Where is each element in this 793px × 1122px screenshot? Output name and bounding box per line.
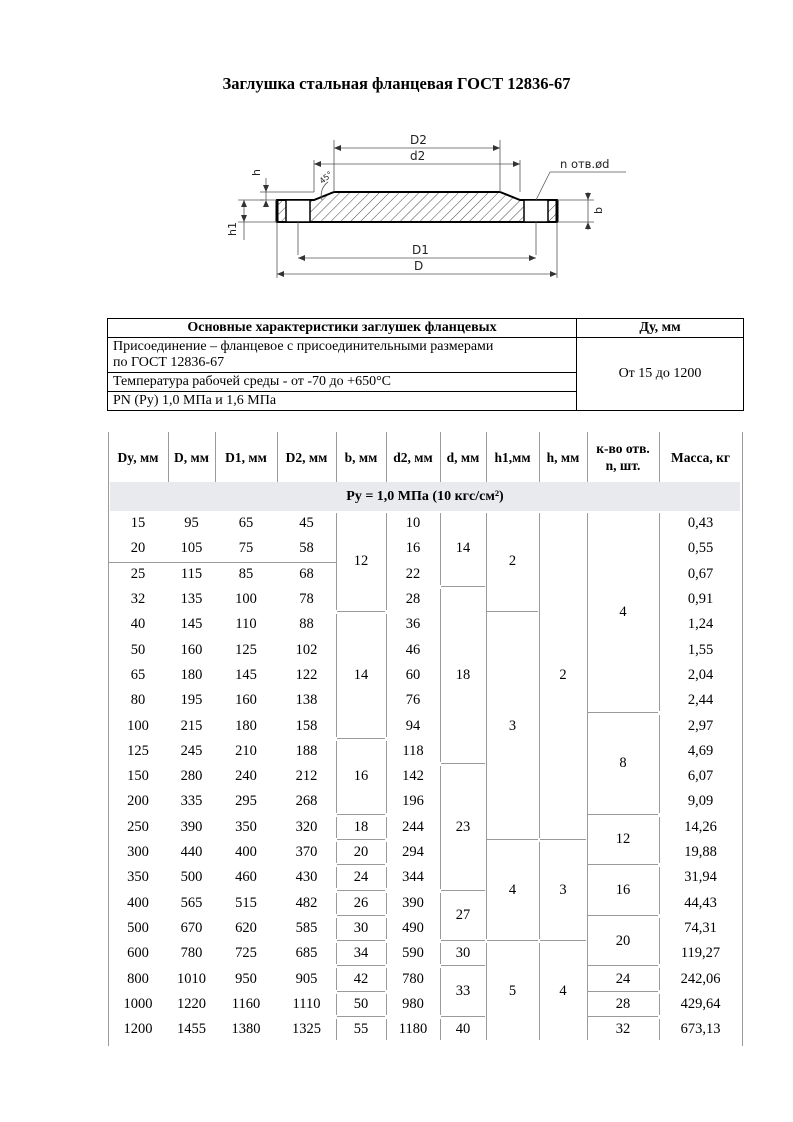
d-group-border xyxy=(440,943,441,964)
column-header-mass: Масса, кг xyxy=(670,449,731,465)
label-h: h xyxy=(250,169,263,176)
dy-cell: 600 xyxy=(127,945,149,962)
dy-cell: 65 xyxy=(130,666,146,683)
d-outer-cell: 195 xyxy=(180,692,203,709)
d2-inner-cell: 36 xyxy=(405,616,421,633)
n-group-border xyxy=(659,513,660,711)
page-title: Заглушка стальная фланцевая ГОСТ 12836-67 xyxy=(222,74,571,93)
dy-cell: 250 xyxy=(127,818,149,835)
n-group-border xyxy=(587,968,588,989)
b-group-border xyxy=(386,918,387,939)
b-group-cell: 24 xyxy=(353,869,369,886)
header-divider xyxy=(168,432,169,482)
dy-cell: 32 xyxy=(130,591,146,608)
d-outer-cell: 1010 xyxy=(177,970,206,987)
mass-cell: 1,55 xyxy=(687,641,714,658)
d2-outer-cell: 58 xyxy=(299,540,314,557)
column-header-d1: D1, мм xyxy=(225,449,267,465)
d-outer-cell: 565 xyxy=(180,894,203,911)
d2-inner-cell: 244 xyxy=(402,818,424,835)
header-divider xyxy=(277,432,278,482)
d1-cell: 125 xyxy=(235,641,257,658)
dy-cell: 1200 xyxy=(123,1021,153,1038)
n-group-border xyxy=(659,968,660,989)
h1-group-cell: 4 xyxy=(508,881,517,898)
d2-outer-cell: 45 xyxy=(299,515,314,532)
b-group-border xyxy=(386,614,387,737)
b-group-cell: 42 xyxy=(353,970,369,987)
b-group-cell: 16 xyxy=(353,768,369,785)
b-group-border xyxy=(336,994,337,1015)
d1-cell: 350 xyxy=(235,818,257,835)
d2-outer-cell: 320 xyxy=(295,818,318,835)
b-group-border xyxy=(336,943,337,964)
h1-group-border xyxy=(486,614,487,838)
d-group-border xyxy=(440,968,441,1015)
dy-cell: 40 xyxy=(130,616,146,633)
mass-cell: 429,64 xyxy=(680,995,721,1012)
d-group-cell: 27 xyxy=(455,907,471,924)
d2-outer-cell: 122 xyxy=(295,666,318,683)
b-group-border xyxy=(336,968,337,989)
n-group-border xyxy=(587,715,588,812)
d2-inner-cell: 590 xyxy=(402,945,424,962)
d2-inner-cell: 118 xyxy=(402,742,424,759)
d-outer-cell: 115 xyxy=(180,565,203,582)
mass-cell: 44,43 xyxy=(684,894,717,911)
n-group-cell: 28 xyxy=(615,995,631,1012)
h1-group-cell: 5 xyxy=(508,983,517,1000)
d-outer-cell: 280 xyxy=(180,768,203,785)
d1-cell: 295 xyxy=(235,793,257,810)
d1-cell: 240 xyxy=(235,768,257,785)
dy-cell: 800 xyxy=(127,970,149,987)
n-group-border xyxy=(659,918,660,965)
dy-cell: 1000 xyxy=(123,995,153,1012)
b-group-border xyxy=(336,893,337,914)
n-group-border xyxy=(659,715,660,812)
d2-inner-cell: 196 xyxy=(402,793,424,810)
flange-section xyxy=(277,192,557,222)
pressure-text: PN (Ру) 1,0 МПа и 1,6 МПа xyxy=(108,392,577,411)
b-group-border xyxy=(336,513,337,610)
d2-outer-cell: 68 xyxy=(299,565,314,582)
d1-cell: 85 xyxy=(238,565,254,582)
label-D: D xyxy=(414,259,424,273)
d2-inner-cell: 980 xyxy=(402,995,424,1012)
n-group-border xyxy=(659,994,660,1015)
mass-cell: 119,27 xyxy=(680,945,721,962)
d1-cell: 110 xyxy=(235,616,257,633)
d-outer-cell: 95 xyxy=(184,515,199,532)
b-group-cell: 14 xyxy=(353,666,369,683)
d-outer-cell: 390 xyxy=(180,818,203,835)
b-group-border xyxy=(386,893,387,914)
b-group-cell: 55 xyxy=(353,1021,369,1038)
d1-cell: 160 xyxy=(235,692,257,709)
h1-group-border xyxy=(486,842,487,939)
table-border xyxy=(742,432,743,1046)
b-group-border xyxy=(386,968,387,989)
d1-cell: 460 xyxy=(235,869,257,886)
d-outer-cell: 335 xyxy=(180,793,203,810)
d2-outer-cell: 905 xyxy=(295,970,318,987)
label-D1: D1 xyxy=(412,243,429,257)
d2-inner-cell: 60 xyxy=(405,666,421,683)
n-group-cell: 32 xyxy=(615,1021,631,1038)
dy-cell: 200 xyxy=(127,793,149,810)
b-group-cell: 12 xyxy=(353,553,369,570)
column-header-d2-outer: D2, мм xyxy=(285,449,328,465)
d-outer-cell: 1220 xyxy=(177,995,206,1012)
d1-cell: 620 xyxy=(235,919,257,936)
mass-cell: 2,44 xyxy=(687,692,714,709)
d-outer-cell: 180 xyxy=(180,666,203,683)
label-D2: D2 xyxy=(410,133,427,147)
temperature-text: Температура рабочей среды - от -70 до +650°С xyxy=(108,373,577,392)
pressure-band: Ру = 1,0 МПа (10 кгс/см²) xyxy=(110,482,740,511)
d-outer-cell: 245 xyxy=(180,742,203,759)
d2-inner-cell: 10 xyxy=(405,515,421,532)
b-group-border xyxy=(336,614,337,737)
mass-cell: 2,04 xyxy=(687,666,714,683)
d-outer-cell: 670 xyxy=(180,919,203,936)
d2-inner-cell: 390 xyxy=(402,894,424,911)
d2-inner-cell: 294 xyxy=(402,844,424,861)
bolt-hole-left xyxy=(286,200,310,222)
du-range: От 15 до 1200 xyxy=(577,338,744,411)
h-group-border xyxy=(539,943,540,1040)
dy-cell: 125 xyxy=(127,742,149,759)
d2-inner-cell: 76 xyxy=(405,692,421,709)
n-group-border xyxy=(659,1019,660,1040)
dy-cell: 350 xyxy=(127,869,149,886)
dy-cell: 80 xyxy=(130,692,146,709)
b-group-border xyxy=(336,918,337,939)
b-group-cell: 30 xyxy=(353,919,369,936)
label-angle: 45° xyxy=(317,169,335,186)
d2-inner-cell: 94 xyxy=(405,717,421,734)
d2-outer-cell: 102 xyxy=(295,641,318,658)
column-header-h: h, мм xyxy=(546,449,580,465)
d-group-cell: 14 xyxy=(455,540,471,557)
n-group-cell: 4 xyxy=(619,603,627,620)
dy-cell: 300 xyxy=(127,844,149,861)
d2-outer-cell: 482 xyxy=(295,894,318,911)
characteristics-table xyxy=(107,318,744,411)
mass-cell: 2,97 xyxy=(687,717,714,734)
d1-cell: 515 xyxy=(235,894,257,911)
dy-cell: 15 xyxy=(130,515,146,532)
n-group-border xyxy=(587,867,588,914)
d2-inner-cell: 142 xyxy=(402,768,424,785)
mass-cell: 1,24 xyxy=(687,616,714,633)
d2-outer-cell: 1325 xyxy=(292,1021,321,1038)
n-group-cell: 24 xyxy=(615,970,631,987)
b-group-border xyxy=(386,741,387,813)
d1-cell: 65 xyxy=(238,515,254,532)
n-group-cell: 12 xyxy=(615,831,631,848)
h1-group-cell: 3 xyxy=(508,717,517,734)
d-group-border xyxy=(440,589,441,762)
b-group-cell: 18 xyxy=(353,818,369,835)
h-group-cell: 3 xyxy=(559,881,567,898)
d-outer-cell: 780 xyxy=(180,945,203,962)
d1-cell: 1160 xyxy=(231,995,261,1012)
label-h1: h1 xyxy=(226,222,239,236)
d-outer-cell: 1455 xyxy=(177,1021,206,1038)
d-group-cell: 40 xyxy=(455,1021,471,1038)
b-group-cell: 34 xyxy=(353,945,369,962)
column-header-d2-inner: d2, мм xyxy=(393,449,433,465)
header-divider xyxy=(587,432,588,482)
d-group-cell: 30 xyxy=(455,945,471,962)
b-group-border xyxy=(336,741,337,813)
d2-inner-cell: 22 xyxy=(405,565,421,582)
dy-cell: 100 xyxy=(127,717,149,734)
mass-cell: 0,67 xyxy=(687,565,714,582)
d2-outer-cell: 430 xyxy=(295,869,318,886)
d2-outer-cell: 585 xyxy=(295,919,318,936)
column-header-h1: h1,мм xyxy=(494,449,531,465)
d1-cell: 210 xyxy=(235,742,257,759)
d2-outer-cell: 1110 xyxy=(292,995,321,1012)
d-outer-cell: 105 xyxy=(180,540,203,557)
label-b: b xyxy=(592,207,605,214)
mass-cell: 74,31 xyxy=(684,919,717,936)
mass-cell: 0,43 xyxy=(687,515,714,532)
n-group-border xyxy=(587,513,588,711)
column-header-dy: Dy, мм xyxy=(117,449,159,465)
d-outer-cell: 440 xyxy=(180,844,203,861)
b-group-border xyxy=(386,842,387,863)
mass-cell: 4,69 xyxy=(687,742,714,759)
column-header-n: к-во отв. n, шт. xyxy=(596,441,650,473)
header-divider xyxy=(539,432,540,482)
d2-outer-cell: 158 xyxy=(295,717,318,734)
n-group-border xyxy=(587,994,588,1015)
h-group-cell: 2 xyxy=(559,666,567,683)
d1-cell: 1380 xyxy=(231,1021,261,1038)
d2-outer-cell: 685 xyxy=(295,945,318,962)
header-divider xyxy=(440,432,441,482)
h-group-cell: 4 xyxy=(559,983,567,1000)
d2-inner-cell: 780 xyxy=(402,970,424,987)
dy-cell: 20 xyxy=(130,540,146,557)
b-group-border xyxy=(386,867,387,888)
d1-cell: 100 xyxy=(235,591,257,608)
label-holes: n отв.ød xyxy=(560,157,610,171)
b-group-border xyxy=(386,1019,387,1040)
d2-outer-cell: 88 xyxy=(299,616,314,633)
row-separator xyxy=(108,562,336,563)
n-group-cell: 8 xyxy=(619,755,627,772)
d2-outer-cell: 78 xyxy=(299,591,314,608)
n-group-cell: 16 xyxy=(615,881,631,898)
d2-inner-cell: 16 xyxy=(405,540,421,557)
d-outer-cell: 500 xyxy=(180,869,203,886)
header-divider xyxy=(215,432,216,482)
b-group-border xyxy=(336,867,337,888)
h1-group-cell: 2 xyxy=(508,553,517,570)
header-divider xyxy=(486,432,487,482)
mass-cell: 673,13 xyxy=(680,1021,721,1038)
characteristics-header: Основные характеристики заглушек фланцевых xyxy=(108,319,577,338)
n-group-border xyxy=(659,867,660,914)
mass-cell: 0,55 xyxy=(687,540,714,557)
mass-cell: 31,94 xyxy=(684,869,717,886)
d2-inner-cell: 1180 xyxy=(398,1021,428,1038)
d-group-cell: 18 xyxy=(455,666,471,683)
mass-cell: 14,26 xyxy=(684,818,717,835)
d2-inner-cell: 490 xyxy=(402,919,424,936)
n-group-border xyxy=(587,1019,588,1040)
b-group-border xyxy=(336,817,337,838)
d-group-border xyxy=(440,893,441,940)
dimensions-table xyxy=(108,432,742,1043)
header-divider xyxy=(659,432,660,482)
h-group-border xyxy=(539,842,540,939)
d-outer-cell: 215 xyxy=(180,717,203,734)
b-group-cell: 50 xyxy=(353,995,369,1012)
d2-inner-cell: 344 xyxy=(402,869,424,886)
connection-text: Присоединение – фланцевое с присоединительными размерами по ГОСТ 12836-67 xyxy=(108,338,577,373)
dy-cell: 150 xyxy=(127,768,149,785)
du-header: Ду, мм xyxy=(577,319,744,338)
mass-cell: 9,09 xyxy=(687,793,714,810)
d-group-border xyxy=(440,766,441,889)
d1-cell: 180 xyxy=(235,717,257,734)
d-outer-cell: 160 xyxy=(180,641,203,658)
n-group-border xyxy=(659,817,660,864)
dy-cell: 25 xyxy=(130,565,146,582)
dy-cell: 500 xyxy=(127,919,149,936)
label-d2: d2 xyxy=(410,149,426,163)
b-group-cell: 20 xyxy=(353,844,369,861)
d2-outer-cell: 268 xyxy=(295,793,318,810)
b-group-border xyxy=(386,817,387,838)
mass-cell: 242,06 xyxy=(680,970,721,987)
mass-cell: 0,91 xyxy=(687,591,714,608)
d1-cell: 145 xyxy=(235,666,257,683)
column-header-b: b, мм xyxy=(344,449,378,465)
b-group-border xyxy=(336,842,337,863)
d2-outer-cell: 212 xyxy=(295,768,318,785)
b-group-cell: 26 xyxy=(353,894,369,911)
d1-cell: 400 xyxy=(235,844,257,861)
header-divider xyxy=(386,432,387,482)
d2-outer-cell: 188 xyxy=(295,742,318,759)
header-divider xyxy=(336,432,337,482)
dy-cell: 50 xyxy=(130,641,146,658)
h1-group-border xyxy=(486,513,487,610)
d-outer-cell: 135 xyxy=(180,591,203,608)
b-group-border xyxy=(336,1019,337,1040)
column-header-d-hole: d, мм xyxy=(446,449,480,465)
n-group-cell: 20 xyxy=(615,932,631,949)
mass-cell: 19,88 xyxy=(684,844,717,861)
column-header-d-outer: D, мм xyxy=(174,449,209,465)
n-group-border xyxy=(587,817,588,864)
d-group-border xyxy=(440,1019,441,1040)
d-group-border xyxy=(440,513,441,585)
d1-cell: 950 xyxy=(235,970,257,987)
flange-drawing xyxy=(214,130,634,290)
d-group-cell: 33 xyxy=(455,983,471,1000)
d2-outer-cell: 370 xyxy=(295,844,318,861)
mass-cell: 6,07 xyxy=(687,768,714,785)
b-group-border xyxy=(386,943,387,964)
d-outer-cell: 145 xyxy=(180,616,203,633)
h-group-border xyxy=(539,513,540,838)
b-group-border xyxy=(386,513,387,610)
d1-cell: 75 xyxy=(238,540,254,557)
d2-inner-cell: 28 xyxy=(405,591,421,608)
bolt-hole-right xyxy=(524,200,548,222)
b-group-border xyxy=(386,994,387,1015)
n-group-border xyxy=(587,918,588,965)
d-group-cell: 23 xyxy=(455,818,471,835)
h1-group-border xyxy=(486,943,487,1040)
d2-outer-cell: 138 xyxy=(295,692,318,709)
d2-inner-cell: 46 xyxy=(405,641,421,658)
d1-cell: 725 xyxy=(235,945,257,962)
dy-cell: 400 xyxy=(127,894,149,911)
